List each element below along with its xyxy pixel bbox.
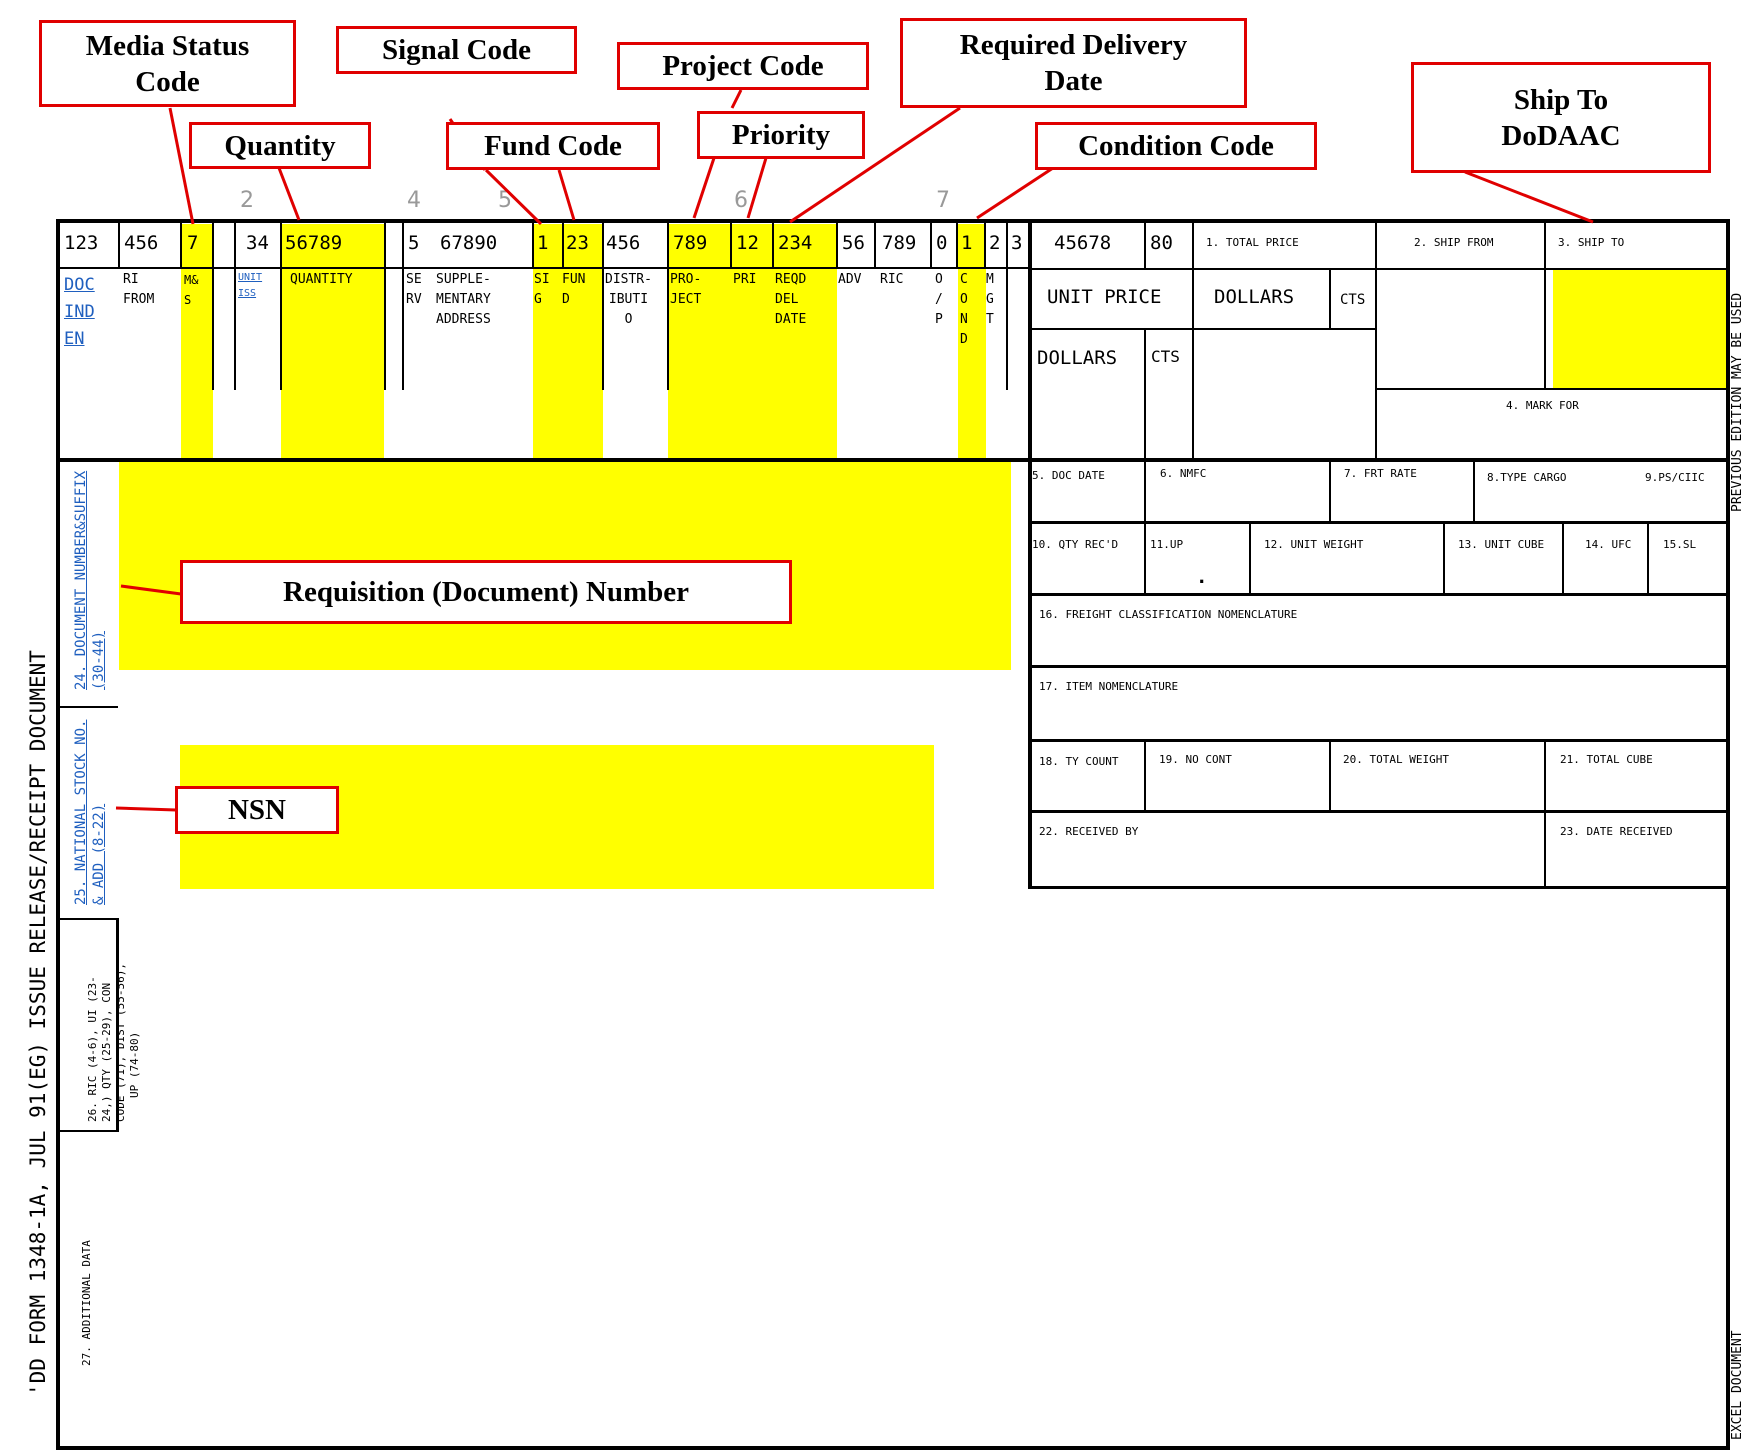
val-unit-price-dollars: 45678 (1054, 232, 1112, 254)
field-unit-cube: 13. UNIT CUBE (1458, 538, 1545, 551)
val-sig: 1 (537, 232, 549, 254)
field-received-by: 22. RECEIVED BY (1039, 825, 1139, 838)
field-26-line: 24,) QTY (25-29), CON (100, 982, 113, 1122)
field-qty-recd: 10. QTY REC'D (1032, 538, 1119, 551)
column-number: 4 (407, 188, 421, 213)
hdr-supplementary: SUPPLE- MENTARY ADDRESS (436, 272, 491, 327)
val-cond: 1 (961, 232, 973, 254)
hdr-ri-from: RI FROM (123, 272, 155, 307)
val-ri-from: 456 (124, 232, 159, 254)
val-op: 0 (936, 232, 948, 254)
hl-ship-to (1553, 270, 1727, 389)
field-ric-ui-qty (86, 963, 142, 1122)
field-ship-from: 2. SHIP FROM (1414, 236, 1494, 249)
callout-required-delivery-date: Required Delivery Date (900, 18, 1247, 108)
hdr-adv: ADV (838, 272, 862, 287)
hdr-sig: SI G (534, 272, 550, 307)
hdr-ms: M& S (184, 273, 199, 307)
callout-project-code: Project Code (617, 42, 869, 90)
hdr-distribution: DISTR- IBUTI O (605, 272, 652, 327)
hdr-fund: FUN D (562, 272, 586, 307)
field-freight-classification: 16. FREIGHT CLASSIFICATION NOMENCLATURE (1039, 608, 1298, 621)
column-number: 2 (240, 188, 254, 213)
edition-note: PREVIOUS EDITION MAY BE USED (1730, 292, 1745, 512)
hl-ms (181, 224, 213, 458)
label-dollars: DOLLARS (1037, 347, 1118, 369)
val-reqd-del: 234 (778, 232, 813, 254)
label-unit-price: UNIT PRICE (1047, 286, 1162, 308)
val-quantity: 56789 (285, 232, 343, 254)
callout-media-status-code: Media Status Code (39, 20, 296, 107)
field-doc-date: 5. DOC DATE (1032, 469, 1105, 482)
field-up-dot: . (1196, 566, 1208, 588)
val-mgt: 2 (989, 232, 1001, 254)
form-title: 'DD FORM 1348-1A, JUL 91(EG) ISSUE RELEASE/RECEIPT DOCUMENT (26, 650, 50, 1396)
field-total-weight: 20. TOTAL WEIGHT (1343, 753, 1449, 766)
field-no-cont: 19. NO CONT (1159, 753, 1232, 766)
val-adv: 56 (842, 232, 865, 254)
callout-ship-to-dodaac: Ship To DoDAAC (1411, 62, 1711, 173)
excel-document-note: EXCEL DOCUMENT (1730, 1330, 1745, 1440)
field-26-line: CODE (71), DIST (55-56), (114, 963, 127, 1122)
callout-nsn: NSN (175, 786, 339, 834)
column-number: 5 (498, 188, 512, 213)
field-total-cube: 21. TOTAL CUBE (1560, 753, 1653, 766)
field-ufc: 14. UFC (1585, 538, 1632, 551)
field-unit-weight: 12. UNIT WEIGHT (1264, 538, 1364, 551)
hdr-quantity: QUANTITY (290, 272, 353, 287)
label-cts: CTS (1151, 347, 1180, 366)
val-supplementary: 67890 (440, 232, 498, 254)
val-unit-iss: 34 (246, 232, 269, 254)
hdr-pri: PRI (733, 272, 757, 287)
field-total-price: 1. TOTAL PRICE (1206, 236, 1299, 249)
field-additional-data: 27. ADDITIONAL DATA (80, 1240, 93, 1366)
field-national-stock-no[interactable]: 25. NATIONAL STOCK NO. & ADD (8-22) (73, 719, 107, 905)
val-project: 789 (673, 232, 708, 254)
val-ric: 789 (882, 232, 917, 254)
field-nmfc: 6. NMFC (1160, 467, 1207, 480)
callout-condition-code: Condition Code (1035, 122, 1317, 170)
val-ms: 7 (187, 232, 199, 254)
hdr-ric: RIC (880, 272, 904, 287)
field-sl: 15.SL (1663, 538, 1697, 551)
hdr-project: PRO- JECT (670, 272, 702, 307)
hdr-mgt: M G T (986, 272, 994, 327)
hdr-reqd-del: REQD DEL DATE (775, 272, 807, 327)
hl-project-pri-reqd (668, 224, 837, 458)
field-mark-for: 4. MARK FOR (1506, 399, 1579, 412)
hdr-unit-iss[interactable]: UNIT ISS (238, 272, 263, 299)
label-dollars: DOLLARS (1214, 286, 1295, 308)
field-up: 11.UP (1150, 538, 1184, 551)
field-item-nomenclature: 17. ITEM NOMENCLATURE (1039, 680, 1179, 693)
callout-requisition-document-number: Requisition (Document) Number (180, 560, 792, 624)
val-distribution: 456 (606, 232, 641, 254)
val-fund: 23 (566, 232, 589, 254)
val-extra: 3 (1011, 232, 1023, 254)
hl-sig-fund (533, 224, 603, 458)
callout-fund-code: Fund Code (446, 122, 660, 170)
field-ps-ciic: 9.PS/CIIC (1645, 471, 1705, 484)
field-26-line: UP (74-80) (128, 1031, 141, 1098)
hdr-serv: SE RV (406, 272, 422, 307)
callout-quantity: Quantity (189, 122, 371, 169)
field-frt-rate: 7. FRT RATE (1344, 467, 1417, 480)
val-doc-ind: 123 (64, 232, 99, 254)
field-type-cargo: 8.TYPE CARGO (1487, 471, 1567, 484)
hdr-doc-ind[interactable]: DOC IND EN (64, 275, 95, 349)
val-serv: 5 (408, 232, 420, 254)
label-cts: CTS (1340, 292, 1366, 308)
field-date-received: 23. DATE RECEIVED (1560, 825, 1673, 838)
callout-signal-code: Signal Code (336, 26, 577, 74)
callout-priority: Priority (697, 111, 865, 159)
hdr-cond: C O N D (960, 272, 968, 347)
column-number: 6 (734, 188, 748, 213)
field-26-line: 26. RIC (4-6), UI (23- (86, 976, 99, 1122)
hl-quantity (281, 224, 384, 458)
hdr-op: O / P (935, 272, 943, 327)
field-document-number[interactable]: 24. DOCUMENT NUMBER&SUFFIX (30-44) (73, 470, 107, 690)
column-number: 7 (936, 188, 950, 213)
field-ty-count: 18. TY COUNT (1039, 755, 1119, 768)
field-ship-to: 3. SHIP TO (1558, 236, 1625, 249)
val-pri: 12 (736, 232, 759, 254)
val-unit-price-cts: 80 (1150, 232, 1173, 254)
